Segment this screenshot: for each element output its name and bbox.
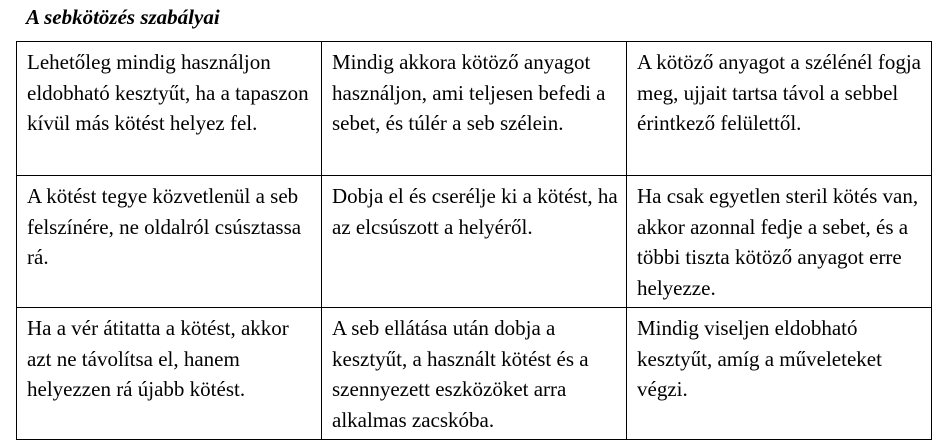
table-row [17, 42, 932, 176]
table-cell: Dobja el és cserélje ki a kötést, ha az elcsúszott a helyéről. [322, 176, 627, 308]
table-row [17, 308, 932, 440]
table-cell: A seb ellátása után dobja a kesztyűt, a használt kötést és a szennyezett eszközöket arra alkalmas zacskóba. [322, 308, 627, 440]
bandaging-rules-table [16, 41, 932, 440]
table-row [17, 176, 932, 308]
table-cell: A kötöző anyagot a szélénél fogja meg, ujjait tartsa távol a sebbel érintkező felülettől. [627, 42, 932, 176]
table-cell: Mindig akkora kötöző anyagot használjon, ami teljesen befedi a sebet, és túlér a seb szélein. [322, 42, 627, 176]
table-cell: Ha a vér átitatta a kötést, akkor azt ne távolítsa el, hanem helyezzen rá újabb kötést. [17, 308, 322, 440]
table-cell: A kötést tegye közvetlenül a seb felszínére, ne oldalról csúsztassa rá. [17, 176, 322, 308]
table-cell: Ha csak egyetlen steril kötés van, akkor azonnal fedje a sebet, és a többi tiszta kötöző anyagot erre helyezze. [627, 176, 932, 308]
document-title: A sebkötözés szabályai [26, 5, 220, 29]
table-cell: Mindig viseljen eldobható kesztyűt, amíg a műveleteket végzi. [627, 308, 932, 440]
table-cell: Lehetőleg mindig használjon eldobható kesztyűt, ha a tapaszon kívül más kötést helyez fel. [17, 42, 322, 176]
